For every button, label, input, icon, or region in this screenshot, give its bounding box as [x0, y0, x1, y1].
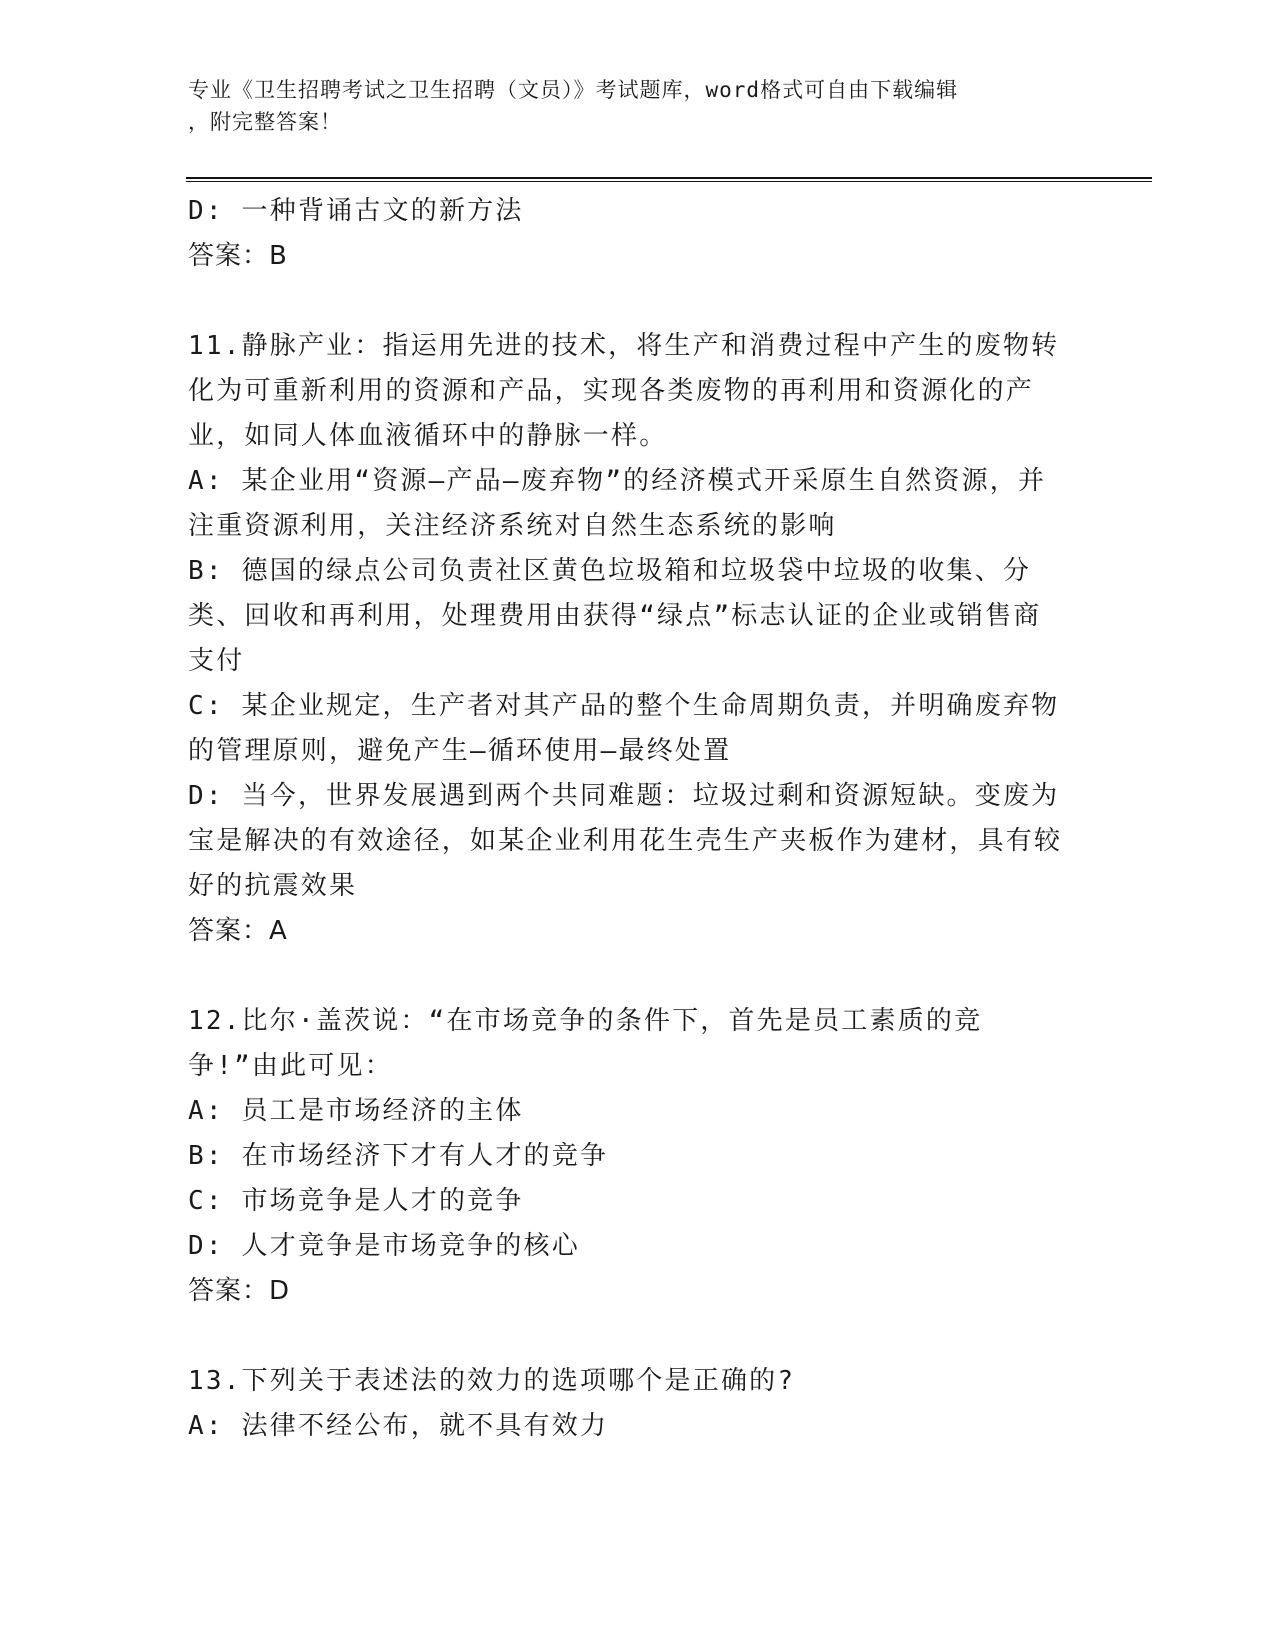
- q13-stem: 13.下列关于表述法的效力的选项哪个是正确的?: [188, 1366, 796, 1396]
- spacer: [188, 954, 1068, 999]
- q11-option-b: B: 德国的绿点公司负责社区黄色垃圾箱和垃圾袋中垃圾的收集、分类、回收和再利用，处理费用由获得“绿点”标志认证的企业或销售商支付: [188, 556, 1042, 676]
- header-title-line1: 专业《卫生招聘考试之卫生招聘（文员）》考试题库，word格式可自由下载编辑: [188, 78, 959, 102]
- question-13: [188, 1359, 1068, 1449]
- q10-answer: 答案：B: [188, 241, 288, 271]
- q12-option-c: C: 市场竞争是人才的竞争: [188, 1186, 524, 1216]
- question-12: [188, 999, 1068, 1314]
- q11-stem: 11.静脉产业：指运用先进的技术，将生产和消费过程中产生的废物转化为可重新利用的资源和产品，实现各类废物的再利用和资源化的产业，如同人体血液循环中的静脉一样。: [188, 331, 1060, 451]
- q11-option-d: D: 当今，世界发展遇到两个共同难题：垃圾过剩和资源短缺。变废为宝是解决的有效途径，如某企业利用花生壳生产夹板作为建材，具有较好的抗震效果: [188, 781, 1063, 901]
- header-title-line2: ，附完整答案！: [188, 110, 342, 134]
- q12-option-a: A: 员工是市场经济的主体: [188, 1096, 524, 1126]
- document-header: [188, 74, 1068, 138]
- q11-option-c: C: 某企业规定，生产者对其产品的整个生命周期负责，并明确废弃物的管理原则，避免产生—循环使用—最终处置: [188, 691, 1060, 766]
- q12-answer: 答案：D: [188, 1276, 291, 1306]
- q10-option-d: D: 一种背诵古文的新方法: [188, 196, 524, 226]
- q12-stem: 12.比尔·盖茨说：“在市场竞争的条件下，首先是员工素质的竞争!”由此可见：: [188, 1006, 983, 1081]
- q12-option-b: B: 在市场经济下才有人才的竞争: [188, 1141, 609, 1171]
- question-11: [188, 324, 1068, 954]
- header-divider: [186, 177, 1152, 182]
- q12-option-d: D: 人才竞争是市场竞争的核心: [188, 1231, 580, 1261]
- spacer: [188, 1314, 1068, 1359]
- spacer: [188, 279, 1068, 324]
- q13-option-a: A: 法律不经公布，就不具有效力: [188, 1411, 609, 1441]
- q11-answer: 答案：A: [188, 916, 288, 946]
- document-body: [188, 189, 1068, 1449]
- q11-option-a: A: 某企业用“资源—产品—废弃物”的经济模式开采原生自然资源，并注重资源利用，关注经济系统对自然生态系统的影响: [188, 466, 1047, 541]
